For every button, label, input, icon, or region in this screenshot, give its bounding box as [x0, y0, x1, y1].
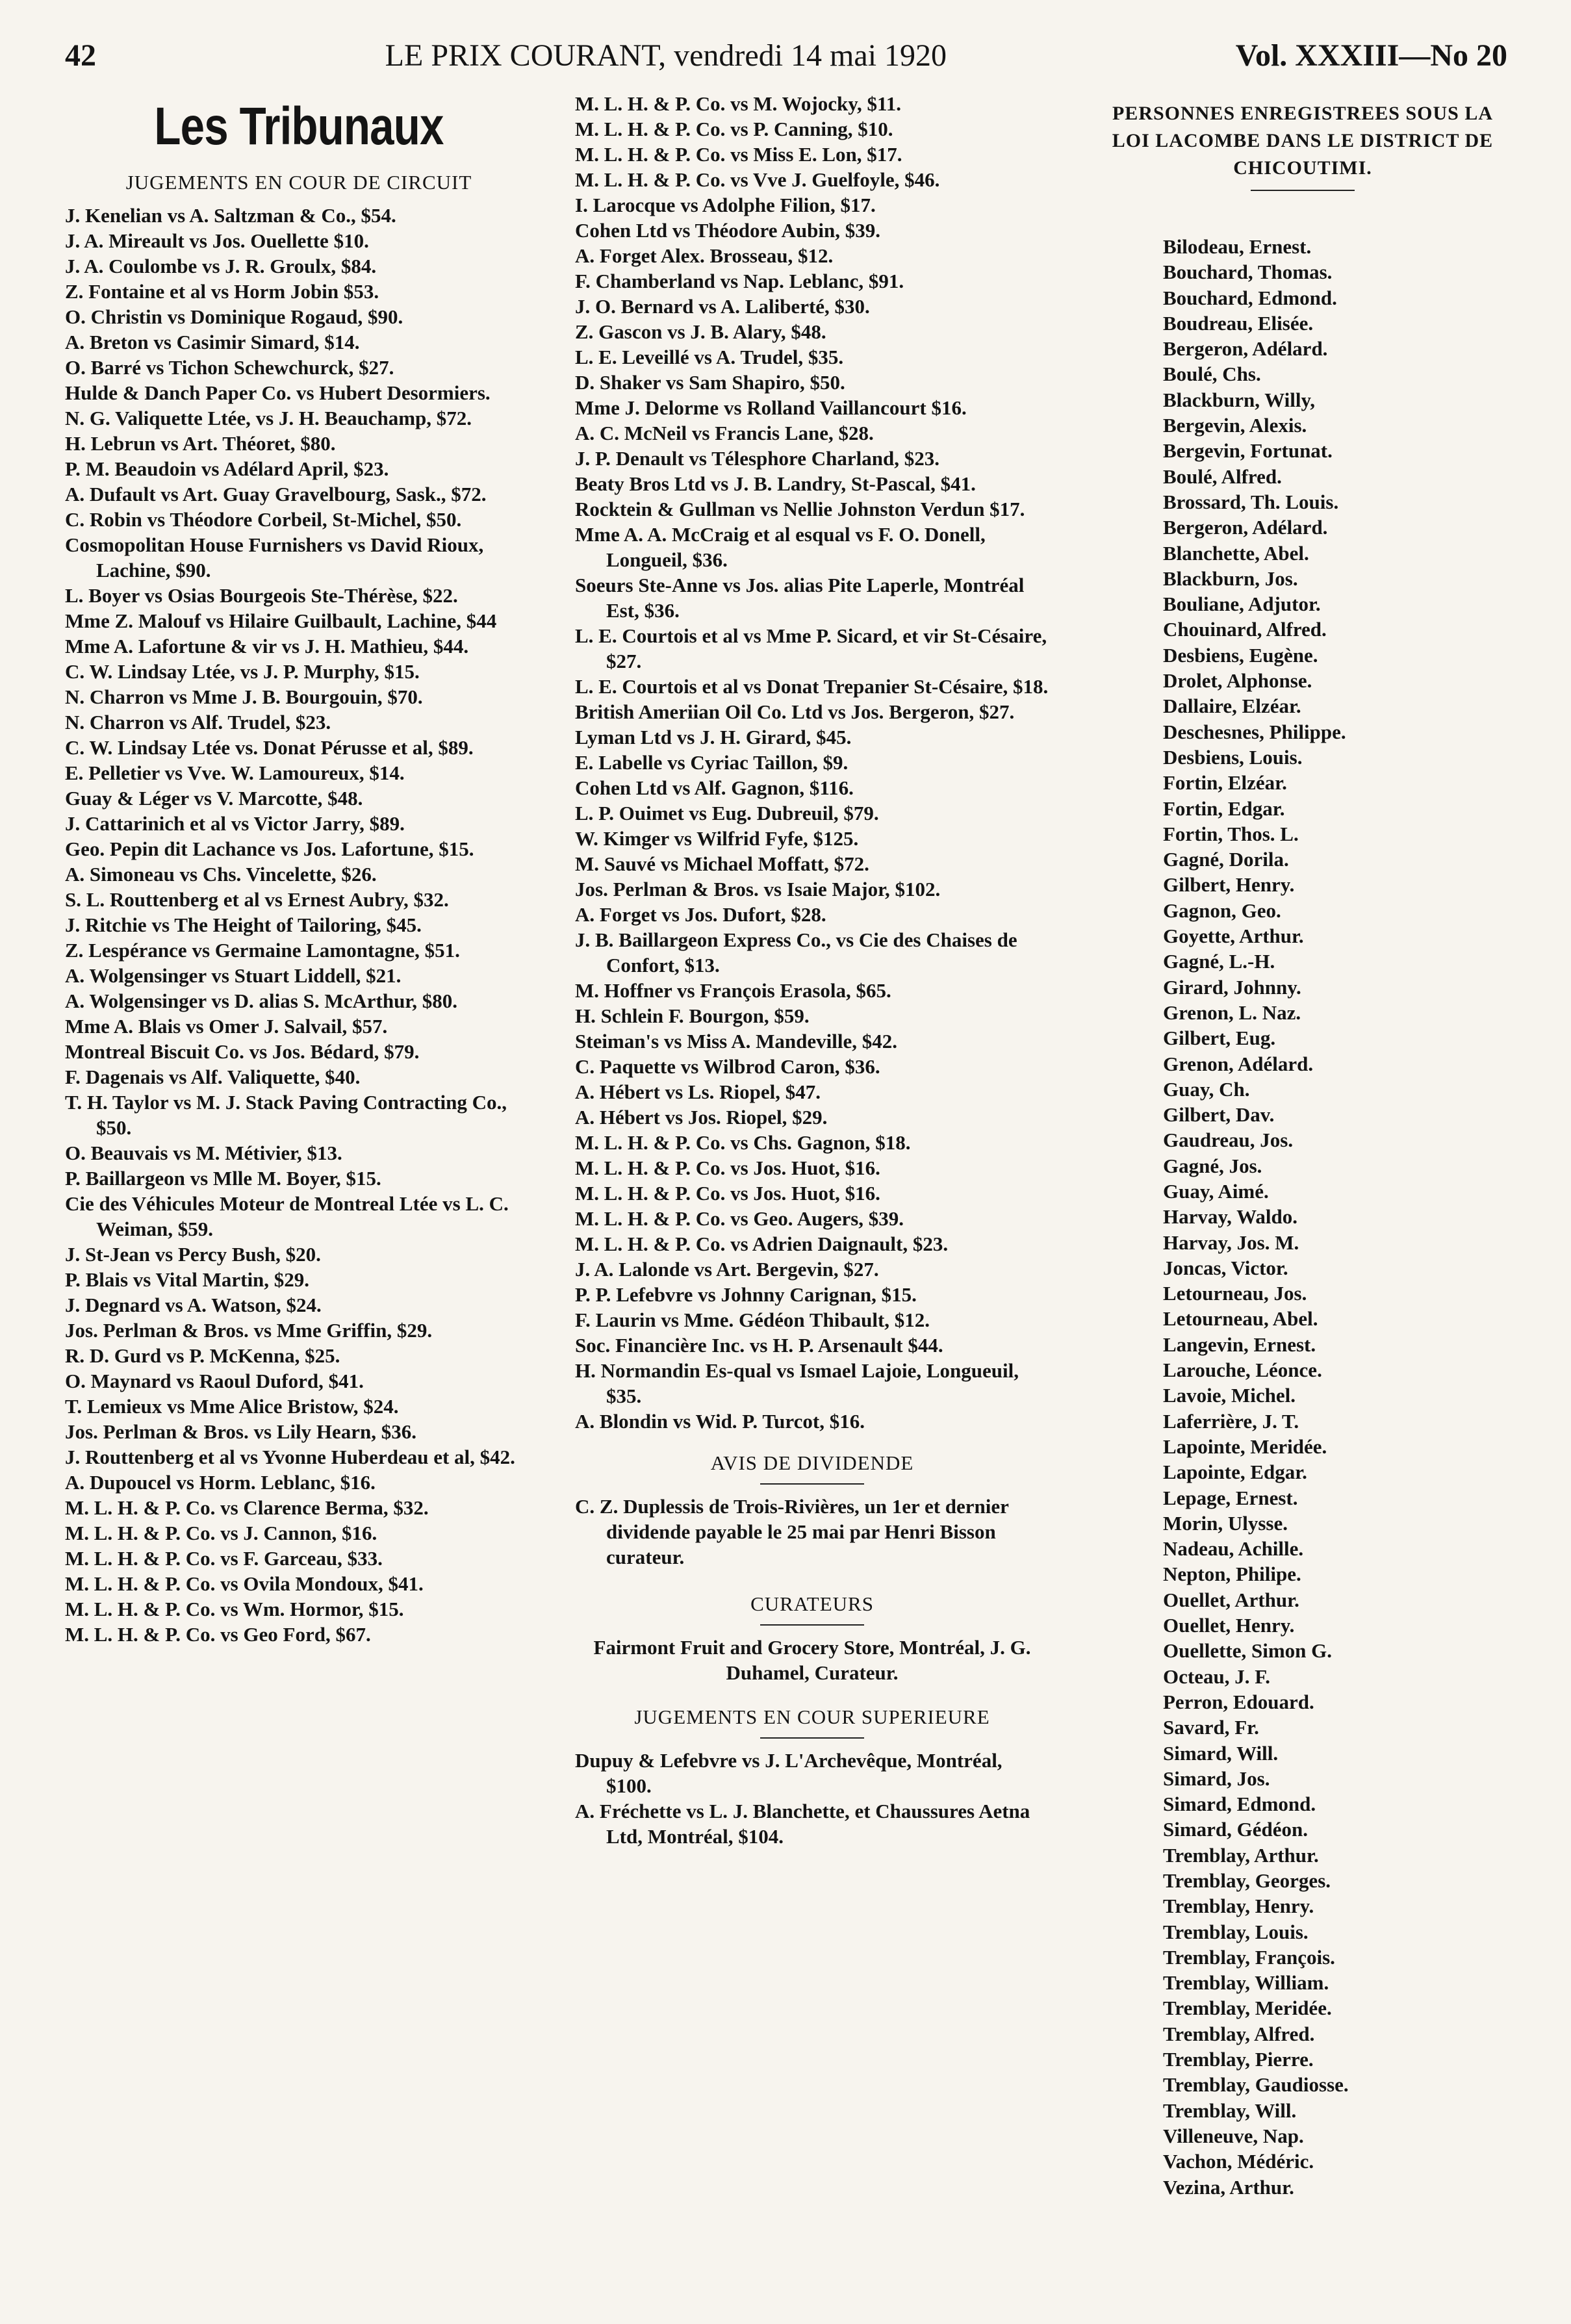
judgment-entry: N. G. Valiquette Ltée, vs J. H. Beauchamp, $72.	[65, 407, 472, 429]
judgment-entry: Guay & Léger vs V. Marcotte, $48.	[65, 787, 363, 810]
registered-person: Vezina, Arthur.	[1163, 2175, 1294, 2199]
judgment-entry: M. L. H. & P. Co. vs Chs. Gagnon, $18.	[575, 1131, 911, 1154]
judgment-entry: Soeurs Ste-Anne vs Jos. alias Pite Laperle, Montréal Est, $36.	[575, 574, 1025, 622]
judgment-entry: P. Blais vs Vital Martin, $29.	[65, 1268, 310, 1291]
registered-persons-list	[1098, 234, 1507, 2200]
judgment-entry: M. L. H. & P. Co. vs Jos. Huot, $16.	[575, 1156, 880, 1179]
judgment-entry: N. Charron vs Mme J. B. Bourgouin, $70.	[65, 685, 423, 708]
judgment-entry: C. W. Lindsay Ltée vs. Donat Pérusse et al, $89.	[65, 736, 474, 759]
judgment-entry: A. Dufault vs Art. Guay Gravelbourg, Sask., $72.	[65, 483, 487, 505]
judgment-entry: British Ameriian Oil Co. Ltd vs Jos. Bergeron, $27.	[575, 700, 1015, 723]
registered-person: Blanchette, Abel.	[1163, 541, 1309, 565]
judgment-entry: P. M. Beaudoin vs Adélard April, $23.	[65, 457, 389, 480]
registered-person: Harvay, Jos. M.	[1163, 1231, 1299, 1254]
judgment-entry: Z. Gascon vs J. B. Alary, $48.	[575, 320, 826, 343]
registered-person: Grenon, L. Naz.	[1163, 1001, 1301, 1024]
circuit-judgments-list	[65, 203, 533, 1647]
judgment-entry: A. Simoneau vs Chs. Vincelette, $26.	[65, 863, 377, 886]
judgment-entry: Jos. Perlman & Bros. vs Mme Griffin, $29.	[65, 1319, 433, 1342]
judgment-entry: A. Dupoucel vs Horm. Leblanc, $16.	[65, 1471, 376, 1494]
judgment-entry: T. H. Taylor vs M. J. Stack Paving Contracting Co., $50.	[65, 1091, 507, 1139]
judgment-entry: M. L. H. & P. Co. vs Vve J. Guelfoyle, $46.	[575, 168, 940, 191]
registered-person: Boulé, Chs.	[1163, 363, 1261, 386]
registered-person: Tremblay, Pierre.	[1163, 2048, 1314, 2071]
registered-person: Blackburn, Willy,	[1163, 388, 1316, 411]
registered-person: Gilbert, Eug.	[1163, 1027, 1276, 1050]
judgment-entry: M. L. H. & P. Co. vs Geo Ford, $67.	[65, 1623, 371, 1646]
column-3	[1098, 91, 1507, 2200]
registered-persons-heading: PERSONNES ENREGISTREES SOUS LA LOI LACOMBE DANS LE DISTRICT DE CHICOUTIMI.	[1112, 103, 1494, 179]
divider	[760, 1624, 864, 1626]
judgment-entry: Cohen Ltd vs Alf. Gagnon, $116.	[575, 776, 854, 799]
page-number: 42	[65, 38, 96, 73]
judgment-entry: M. Sauvé vs Michael Moffatt, $72.	[575, 852, 869, 875]
registered-person: Gaudreau, Jos.	[1163, 1129, 1294, 1152]
registered-person: Tremblay, William.	[1163, 1971, 1329, 1995]
registered-person: Bouchard, Edmond.	[1163, 286, 1337, 309]
judgment-entry: O. Beauvais vs M. Métivier, $13.	[65, 1142, 342, 1164]
judgment-entry: M. L. H. & P. Co. vs Adrien Daignault, $23.	[575, 1232, 949, 1255]
judgment-entry: Cosmopolitan House Furnishers vs David Rioux, Lachine, $90.	[65, 533, 484, 581]
registered-person: Tremblay, Georges.	[1163, 1869, 1331, 1892]
superior-court-heading: JUGEMENTS EN COUR SUPERIEURE	[634, 1705, 990, 1728]
judgment-entry: S. L. Routtenberg et al vs Ernest Aubry, $32.	[65, 888, 449, 911]
registered-person: Perron, Edouard.	[1163, 1690, 1314, 1713]
dividend-notice: C. Z. Duplessis de Trois-Rivières, un 1er et dernier dividende payable le 25 mai par Henri Bisson curateur.	[575, 1495, 1009, 1568]
judgment-entry: J. Degnard vs A. Watson, $24.	[65, 1294, 322, 1316]
judgment-entry: D. Shaker vs Sam Shapiro, $50.	[575, 371, 845, 394]
registered-person: Nepton, Philipe.	[1163, 1563, 1301, 1586]
registered-person: Guay, Aimé.	[1163, 1179, 1269, 1203]
registered-person: Bergeron, Adélard.	[1163, 337, 1328, 361]
judgment-entry: M. L. H. & P. Co. vs Wm. Hormor, $15.	[65, 1598, 404, 1620]
judgment-entry: M. L. H. & P. Co. vs P. Canning, $10.	[575, 118, 893, 140]
registered-person: Goyette, Arthur.	[1163, 925, 1304, 948]
judgment-entry: A. Hébert vs Ls. Riopel, $47.	[575, 1080, 821, 1103]
registered-person: Bouliane, Adjutor.	[1163, 593, 1321, 616]
judgment-entry: Mme Z. Malouf vs Hilaire Guilbault, Lachine, $44	[65, 609, 497, 632]
registered-person: Tremblay, Henry.	[1163, 1895, 1314, 1918]
judgment-entry: Z. Fontaine et al vs Horm Jobin $53.	[65, 280, 379, 303]
column-2	[575, 91, 1049, 1849]
registered-person: Dallaire, Elzéar.	[1163, 695, 1301, 718]
masthead: LE PRIX COURANT, vendredi 14 mai 1920	[385, 38, 947, 73]
judgment-entry: L. Boyer vs Osias Bourgeois Ste-Thérèse, $22.	[65, 584, 458, 607]
divider	[760, 1483, 864, 1485]
superior-judgments-list	[575, 1748, 1049, 1849]
circuit-court-heading: JUGEMENTS EN COUR DE CIRCUIT	[125, 171, 472, 194]
registered-person: Lapointe, Edgar.	[1163, 1461, 1307, 1484]
judgment-entry: Lyman Ltd vs J. H. Girard, $45.	[575, 726, 852, 748]
judgment-entry: J. A. Mireault vs Jos. Ouellette $10.	[65, 229, 369, 252]
judgment-entry: E. Pelletier vs Vve. W. Lamoureux, $14.	[65, 761, 405, 784]
judgment-entry: Montreal Biscuit Co. vs Jos. Bédard, $79.	[65, 1040, 420, 1063]
registered-person: Chouinard, Alfred.	[1163, 618, 1327, 641]
registered-person: Fortin, Edgar.	[1163, 797, 1285, 820]
judgment-entry: M. L. H. & P. Co. vs M. Wojocky, $11.	[575, 92, 902, 115]
judgment-entry: Mme A. A. McCraig et al esqual vs F. O. Donell, Longueil, $36.	[575, 523, 986, 571]
judgment-entry: J. O. Bernard vs A. Laliberté, $30.	[575, 295, 870, 318]
registered-person: Nadeau, Achille.	[1163, 1537, 1304, 1561]
registered-person: Tremblay, Louis.	[1163, 1920, 1309, 1943]
divider	[760, 1737, 864, 1739]
judgment-entry: P. Baillargeon vs Mlle M. Boyer, $15.	[65, 1167, 381, 1190]
judgment-entry: J. A. Lalonde vs Art. Bergevin, $27.	[575, 1258, 879, 1281]
judgment-entry: Jos. Perlman & Bros. vs Lily Hearn, $36.	[65, 1420, 417, 1443]
registered-person: Gagnon, Geo.	[1163, 899, 1281, 922]
judgment-entry: M. L. H. & P. Co. vs Ovila Mondoux, $41.	[65, 1572, 424, 1595]
registered-person: Blackburn, Jos.	[1163, 567, 1298, 590]
registered-person: Gagné, Jos.	[1163, 1154, 1262, 1177]
judgment-entry: Dupuy & Lefebvre vs J. L'Archevêque, Montréal, $100.	[575, 1749, 1003, 1797]
judgment-entry: L. E. Courtois et al vs Donat Trepanier St-Césaire, $18.	[575, 675, 1049, 698]
judgment-entry: W. Kimger vs Wilfrid Fyfe, $125.	[575, 827, 859, 850]
registered-person: Tremblay, Arthur.	[1163, 1843, 1319, 1867]
judgment-entry: Steiman's vs Miss A. Mandeville, $42.	[575, 1030, 898, 1053]
judgment-entry: O. Barré vs Tichon Schewchurck, $27.	[65, 356, 394, 379]
judgment-entry: O. Christin vs Dominique Rogaud, $90.	[65, 305, 403, 328]
judgment-entry: I. Larocque vs Adolphe Filion, $17.	[575, 194, 876, 216]
registered-person: Ouellet, Henry.	[1163, 1614, 1295, 1637]
registered-person: Fortin, Thos. L.	[1163, 822, 1299, 845]
registered-person: Bergevin, Alexis.	[1163, 414, 1307, 437]
registered-person: Deschesnes, Philippe.	[1163, 720, 1346, 743]
registered-person: Lavoie, Michel.	[1163, 1384, 1296, 1407]
judgment-entry: J. St-Jean vs Percy Bush, $20.	[65, 1243, 321, 1266]
registered-person: Lapointe, Meridée.	[1163, 1435, 1327, 1458]
judgment-entry: J. B. Baillargeon Express Co., vs Cie des Chaises de Confort, $13.	[575, 928, 1017, 977]
judgment-entry: L. E. Leveillé vs A. Trudel, $35.	[575, 346, 844, 368]
judgment-entry: E. Labelle vs Cyriac Taillon, $9.	[575, 751, 849, 774]
judgment-entry: Beaty Bros Ltd vs J. B. Landry, St-Pascal, $41.	[575, 472, 976, 495]
registered-person: Savard, Fr.	[1163, 1716, 1259, 1739]
registered-person: Vachon, Médéric.	[1163, 2150, 1314, 2173]
registered-person: Boudreau, Elisée.	[1163, 311, 1314, 335]
registered-person: Bergevin, Fortunat.	[1163, 439, 1333, 463]
divider	[1251, 190, 1355, 191]
judgment-entry: A. C. McNeil vs Francis Lane, $28.	[575, 422, 874, 444]
judgment-entry: J. Ritchie vs The Height of Tailoring, $45.	[65, 913, 422, 936]
judgment-entry: C. Paquette vs Wilbrod Caron, $36.	[575, 1055, 880, 1078]
judgment-entry: M. L. H. & P. Co. vs F. Garceau, $33.	[65, 1547, 383, 1570]
judgment-entry: J. A. Coulombe vs J. R. Groulx, $84.	[65, 255, 377, 277]
curators-notice: Fairmont Fruit and Grocery Store, Montréal, J. G. Duhamel, Curateur.	[593, 1636, 1031, 1684]
dividend-heading: AVIS DE DIVIDENDE	[710, 1451, 914, 1474]
judgment-entry: A. Hébert vs Jos. Riopel, $29.	[575, 1106, 828, 1129]
judgment-entry: Mme A. Lafortune & vir vs J. H. Mathieu, $44.	[65, 635, 469, 658]
column-1	[65, 91, 533, 1647]
judgment-entry: A. Blondin vs Wid. P. Turcot, $16.	[575, 1410, 865, 1433]
judgment-entry: Cie des Véhicules Moteur de Montreal Ltée vs L. C. Weiman, $59.	[65, 1192, 509, 1240]
section-title: Les Tribunaux	[154, 97, 444, 156]
judgment-entry: Rocktein & Gullman vs Nellie Johnston Verdun $17.	[575, 498, 1025, 520]
judgment-entry: R. D. Gurd vs P. McKenna, $25.	[65, 1344, 340, 1367]
registered-person: Gilbert, Henry.	[1163, 873, 1295, 897]
registered-person: Gagné, L.-H.	[1163, 950, 1275, 973]
registered-person: Octeau, J. F.	[1163, 1665, 1271, 1688]
judgment-entry: Cohen Ltd vs Théodore Aubin, $39.	[575, 219, 881, 242]
judgment-entry: C. W. Lindsay Ltée, vs J. P. Murphy, $15.	[65, 660, 420, 683]
judgment-entry: M. Hoffner vs François Erasola, $65.	[575, 979, 891, 1002]
circuit-judgments-continued	[575, 91, 1049, 1434]
registered-person: Desbiens, Eugène.	[1163, 643, 1318, 667]
judgment-entry: A. Forget Alex. Brosseau, $12.	[575, 244, 834, 267]
registered-person: Langevin, Ernest.	[1163, 1333, 1316, 1356]
registered-person: Laferrière, J. T.	[1163, 1409, 1299, 1433]
registered-person: Simard, Edmond.	[1163, 1793, 1316, 1816]
judgment-entry: N. Charron vs Alf. Trudel, $23.	[65, 711, 331, 734]
judgment-entry: A. Wolgensinger vs D. alias S. McArthur, $80.	[65, 990, 457, 1012]
registered-person: Tremblay, Meridée.	[1163, 1997, 1332, 2020]
judgment-entry: J. Cattarinich et al vs Victor Jarry, $89.	[65, 812, 405, 835]
judgment-entry: A. Breton vs Casimir Simard, $14.	[65, 331, 360, 353]
judgment-entry: Mme J. Delorme vs Rolland Vaillancourt $16.	[575, 396, 967, 419]
judgment-entry: P. P. Lefebvre vs Johnny Carignan, $15.	[575, 1283, 917, 1306]
registered-person: Brossard, Th. Louis.	[1163, 490, 1339, 513]
judgment-entry: L. P. Ouimet vs Eug. Dubreuil, $79.	[575, 802, 879, 824]
judgment-entry: H. Normandin Es-qual vs Ismael Lajoie, Longueuil, $35.	[575, 1359, 1019, 1407]
registered-person: Letourneau, Abel.	[1163, 1307, 1318, 1331]
registered-person: Desbiens, Louis.	[1163, 745, 1303, 769]
registered-person: Tremblay, Gaudiosse.	[1163, 2073, 1349, 2097]
registered-person: Joncas, Victor.	[1163, 1256, 1288, 1279]
registered-person: Tremblay, Will.	[1163, 2099, 1297, 2122]
curators-heading: CURATEURS	[750, 1592, 874, 1615]
judgment-entry: Soc. Financière Inc. vs H. P. Arsenault $44.	[575, 1334, 943, 1357]
registered-person: Guay, Ch.	[1163, 1077, 1250, 1101]
judgment-entry: A. Fréchette vs L. J. Blanchette, et Chaussures Aetna Ltd, Montréal, $104.	[575, 1800, 1030, 1848]
judgment-entry: Geo. Pepin dit Lachance vs Jos. Lafortune, $15.	[65, 837, 474, 860]
judgment-entry: Mme A. Blais vs Omer J. Salvail, $57.	[65, 1015, 388, 1038]
judgment-entry: T. Lemieux vs Mme Alice Bristow, $24.	[65, 1395, 399, 1418]
registered-person: Simard, Will.	[1163, 1741, 1279, 1765]
registered-person: Gilbert, Dav.	[1163, 1103, 1275, 1127]
judgment-entry: Jos. Perlman & Bros. vs Isaie Major, $102.	[575, 878, 941, 900]
registered-person: Fortin, Elzéar.	[1163, 771, 1287, 795]
registered-person: Morin, Ulysse.	[1163, 1511, 1288, 1535]
judgment-entry: C. Robin vs Théodore Corbeil, St-Michel, $50.	[65, 508, 462, 531]
registered-person: Larouche, Léonce.	[1163, 1359, 1322, 1382]
registered-person: Boulé, Alfred.	[1163, 465, 1282, 488]
judgment-entry: A. Wolgensinger vs Stuart Liddell, $21.	[65, 964, 402, 987]
registered-person: Lepage, Ernest.	[1163, 1486, 1298, 1509]
judgment-entry: F. Chamberland vs Nap. Leblanc, $91.	[575, 270, 904, 292]
judgment-entry: F. Dagenais vs Alf. Valiquette, $40.	[65, 1066, 361, 1088]
registered-person: Drolet, Alphonse.	[1163, 669, 1312, 693]
registered-person: Letourneau, Jos.	[1163, 1282, 1307, 1305]
registered-person: Bergeron, Adélard.	[1163, 516, 1328, 539]
registered-person: Tremblay, François.	[1163, 1945, 1335, 1969]
registered-person: Girard, Johnny.	[1163, 975, 1301, 999]
judgment-entry: M. L. H. & P. Co. vs Clarence Berma, $32.	[65, 1496, 429, 1519]
registered-person: Ouellet, Arthur.	[1163, 1588, 1299, 1611]
judgment-entry: Hulde & Danch Paper Co. vs Hubert Desormiers.	[65, 381, 491, 404]
judgment-entry: M. L. H. & P. Co. vs Miss E. Lon, $17.	[575, 143, 902, 166]
registered-person: Simard, Gédéon.	[1163, 1818, 1309, 1841]
registered-person: Bouchard, Thomas.	[1163, 261, 1333, 284]
judgment-entry: M. L. H. & P. Co. vs Geo. Augers, $39.	[575, 1207, 904, 1230]
registered-person: Ouellette, Simon G.	[1163, 1639, 1333, 1663]
judgment-entry: M. L. H. & P. Co. vs Jos. Huot, $16.	[575, 1182, 880, 1205]
judgment-entry: J. P. Denault vs Télesphore Charland, $23.	[575, 447, 939, 470]
judgment-entry: Z. Lespérance vs Germaine Lamontagne, $51.	[65, 939, 460, 962]
judgment-entry: H. Lebrun vs Art. Théoret, $80.	[65, 432, 336, 455]
judgment-entry: F. Laurin vs Mme. Gédéon Thibault, $12.	[575, 1309, 930, 1331]
registered-person: Villeneuve, Nap.	[1163, 2124, 1304, 2147]
judgment-entry: O. Maynard vs Raoul Duford, $41.	[65, 1370, 364, 1392]
registered-person: Gagné, Dorila.	[1163, 848, 1289, 871]
judgment-entry: H. Schlein F. Bourgon, $59.	[575, 1004, 810, 1027]
registered-person: Grenon, Adélard.	[1163, 1052, 1314, 1075]
registered-person: Harvay, Waldo.	[1163, 1205, 1297, 1229]
judgment-entry: M. L. H. & P. Co. vs J. Cannon, $16.	[65, 1522, 377, 1544]
page-header	[65, 26, 1507, 84]
judgment-entry: L. E. Courtois et al vs Mme P. Sicard, et vir St-Césaire, $27.	[575, 624, 1047, 672]
registered-person: Simard, Jos.	[1163, 1767, 1270, 1790]
volume-number: Vol. XXXIII—No 20	[1235, 38, 1507, 73]
registered-person: Bilodeau, Ernest.	[1163, 235, 1312, 258]
judgment-entry: A. Forget vs Jos. Dufort, $28.	[575, 903, 826, 926]
judgment-entry: J. Kenelian vs A. Saltzman & Co., $54.	[65, 204, 396, 227]
judgment-entry: J. Routtenberg et al vs Yvonne Huberdeau et al, $42.	[65, 1446, 515, 1468]
registered-person: Tremblay, Alfred.	[1163, 2022, 1315, 2045]
